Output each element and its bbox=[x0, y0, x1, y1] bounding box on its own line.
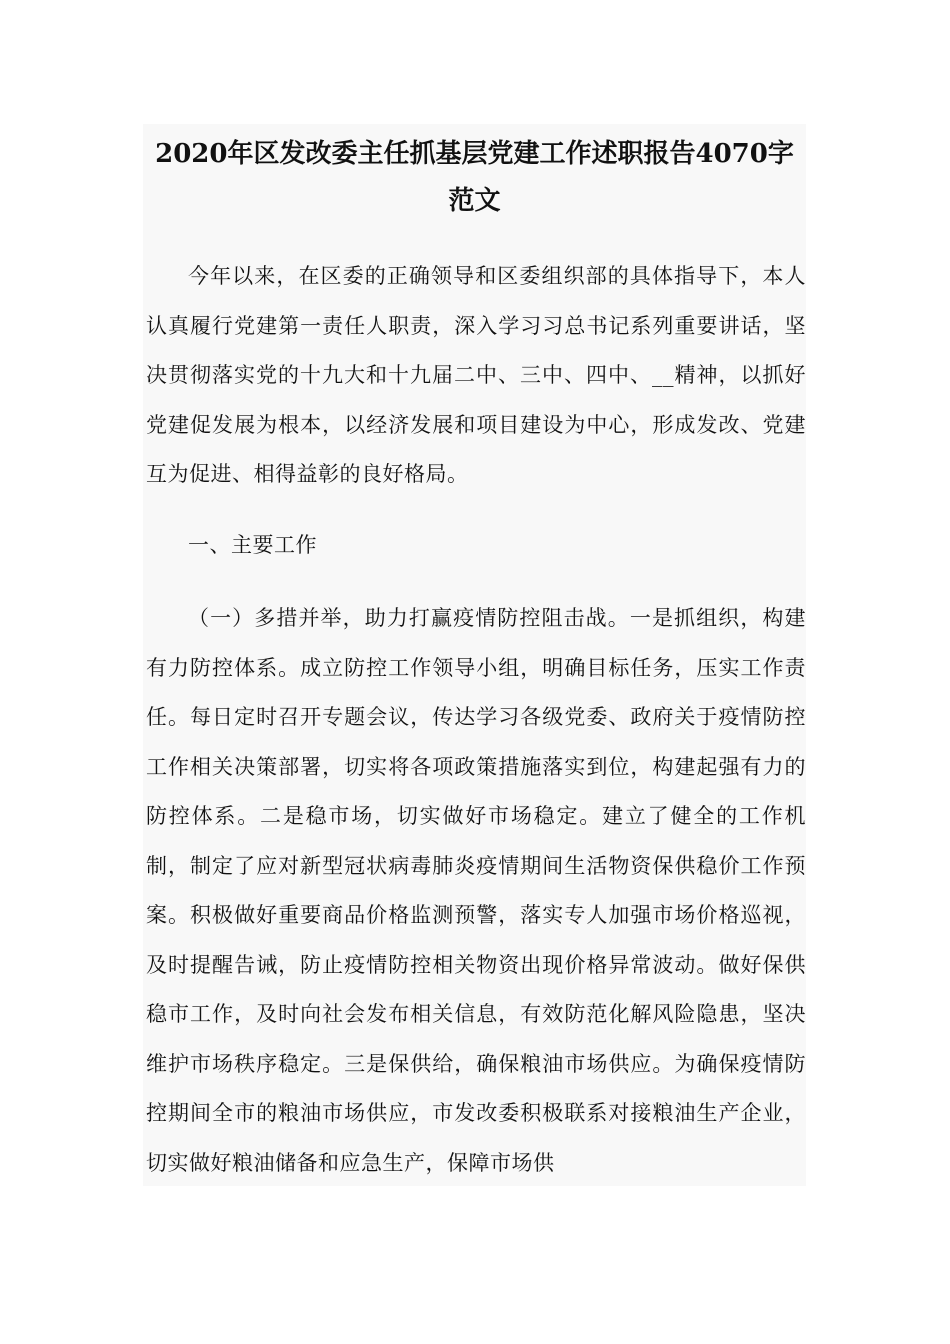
document-title: 2020年区发改委主任抓基层党建工作述职报告4070字范文 bbox=[155, 139, 794, 216]
section-heading: 一、主要工作 bbox=[188, 533, 317, 557]
body-paragraph: （一）多措并举，助力打赢疫情防控阻击战。一是抓组织，构建有力防控体系。成立防控工作领导小组，明确目标任务，压实工作责任。每日定时召开专题会议，传达学习各级党委、政府关于疫情防控工作相关决策部署，切实将各项政策措施落实到位，构建起强有力的防控体系。二是稳市场，切实做好市场稳定。建立了健全的工作机制，制定了应对新型冠状病毒肺炎疫情期间生活物资保供稳价工作预案。积极做好重要商品价格监测预警，落实专人加强市场价格巡视，及时提醒告诫，防止疫情防控相关物资出现价格异常波动。做好保供稳市工作，及时向社会发布相关信息，有效防范化解风险隐患，坚决维护市场秩序稳定。三是保供给，确保粮油市场供应。为确保疫情防控期间全市的粮油市场供应，市发改委积极联系对接粮油生产企业，切实做好粮油储备和应急生产，保障市场供 bbox=[146, 606, 806, 1175]
intro-paragraph: 今年以来，在区委的正确领导和区委组织部的具体指导下，本人认真履行党建第一责任人职责，深入学习习总书记系列重要讲话，坚决贯彻落实党的十九大和十九届二中、三中、四中、__精神，以抓好党建促发展为根本，以经济发展和项目建设为中心，形成发改、党建互为促进、相得益彰的良好格局。 bbox=[146, 264, 806, 486]
